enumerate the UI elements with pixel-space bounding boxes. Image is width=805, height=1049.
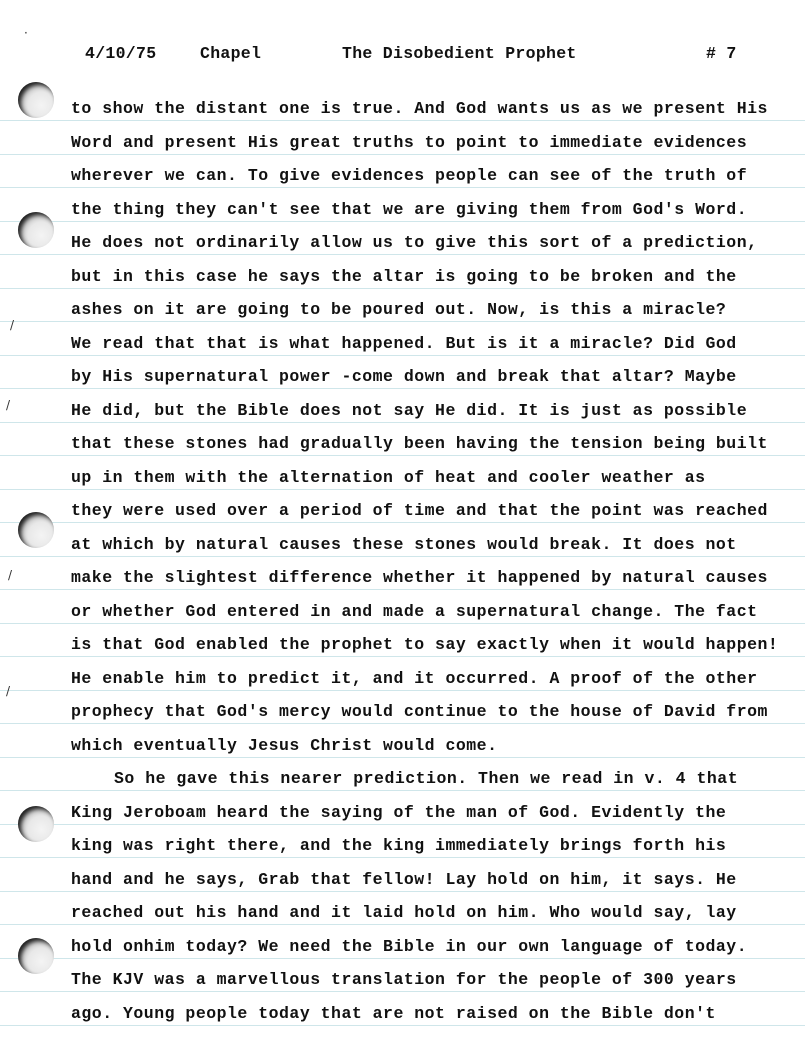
margin-mark: / (10, 318, 15, 332)
punch-hole (18, 512, 54, 548)
text-line: The KJV was a marvellous translation for the people of 300 years (71, 970, 737, 989)
header-place: Chapel (200, 44, 262, 63)
text-line: to show the distant one is true. And God wants us as we present His (71, 99, 768, 118)
text-line: ago. Young people today that are not raised on the Bible don't (71, 1003, 716, 1023)
text-line: Word and present His great truths to point to immediate evidences (71, 132, 748, 152)
text-line: So he gave this nearer prediction. Then we read in v. 4 that (114, 769, 739, 788)
typed-body (71, 92, 779, 1030)
text-line: hold onhim today? We need the Bible in our own language of today. (71, 936, 748, 956)
text-line: but in this case he says the altar is going to be broken and the (71, 266, 737, 286)
punch-hole (18, 938, 54, 974)
text-line: hand and he says, Grab that fellow! Lay hold on him, it says. He (71, 869, 737, 889)
text-line: reached out his hand and it laid hold on him. Who would say, lay (71, 903, 737, 922)
text-line: He enable him to predict it, and it occurred. A proof of the other (71, 668, 758, 688)
text-line: wherever we can. To give evidences people can see of the truth of (71, 166, 748, 185)
header-title: The Disobedient Prophet (342, 44, 577, 63)
margin-mark: / (6, 398, 11, 412)
text-line: at which by natural causes these stones would break. It does not (71, 534, 737, 554)
text-line: We read that that is what happened. But is it a miracle? Did God (71, 333, 737, 353)
text-line: He does not ordinarily allow us to give this sort of a prediction, (71, 233, 758, 252)
text-line: or whether God entered in and made a supernatural change. The fact (71, 601, 758, 621)
header-page-number: # 7 (706, 44, 737, 63)
text-line: they were used over a period of time and that the point was reached (71, 501, 768, 520)
header-date: 4/10/75 (85, 44, 157, 63)
text-line: King Jeroboam heard the saying of the man of God. Evidently the (71, 802, 727, 822)
punch-hole (18, 212, 54, 248)
margin-mark: / (8, 568, 13, 582)
text-line: prophecy that God's mercy would continue to the house of David from (71, 702, 768, 721)
margin-mark: · (24, 26, 28, 40)
punch-hole (18, 82, 54, 118)
margin-mark: / (6, 684, 11, 698)
text-line: which eventually Jesus Christ would come. (71, 735, 498, 755)
text-line: the thing they can't see that we are giving them from God's Word. (71, 199, 748, 219)
text-line: make the slightest difference whether it happened by natural causes (71, 568, 768, 587)
punch-hole (18, 806, 54, 842)
text-line: by His supernatural power -come down and break that altar? Maybe (71, 367, 737, 386)
text-line: He did, but the Bible does not say He did. It is just as possible (71, 400, 748, 420)
text-line: king was right there, and the king immediately brings forth his (71, 836, 727, 855)
text-line: that these stones had gradually been having the tension being built (71, 434, 768, 453)
text-line: ashes on it are going to be poured out. Now, is this a miracle? (71, 300, 727, 319)
page-header (0, 44, 805, 66)
text-line: up in them with the alternation of heat and cooler weather as (71, 467, 706, 487)
text-line: is that God enabled the prophet to say exactly when it would happen! (71, 635, 779, 654)
